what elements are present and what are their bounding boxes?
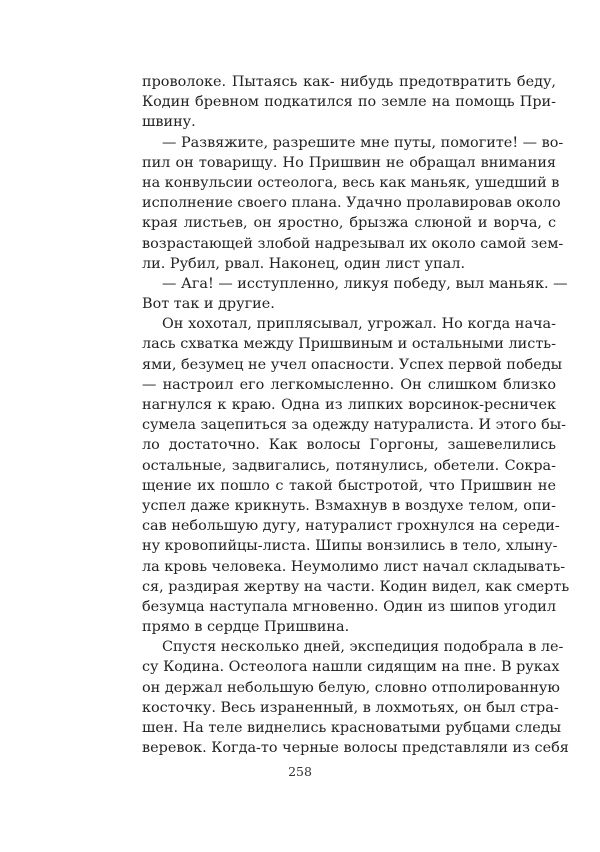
text-line: шен. На теле виднелись красноватыми рубцами следы bbox=[142, 720, 562, 736]
text-line: края листьев, он яростно, брызжа слюной и ворча, с bbox=[142, 215, 556, 232]
text-line: сумела зацепиться за одежду натуралиста. И этого бы- bbox=[142, 417, 567, 434]
text-line: ло достаточно. Как волосы Горгоны, зашевелились bbox=[142, 437, 556, 454]
text-line: — Развяжите, разрешите мне путы, помогите! — во- bbox=[162, 134, 564, 151]
text-line: веревок. Когда-то черные волосы представляли из себя bbox=[142, 740, 569, 757]
text-line: ся, раздирая жертву на части. Кодин видел, как смерть bbox=[142, 578, 570, 595]
text-line: нагнулся к краю. Одна из липких ворсинок-ресничек bbox=[142, 397, 556, 413]
text-line: он держал небольшую белую, словно отполированную bbox=[142, 679, 560, 696]
text-line: проволоке. Пытаясь как- нибудь предотвратить беду, bbox=[142, 74, 556, 90]
text-line: — настроил его легкомысленно. Он слишком близко bbox=[142, 376, 556, 393]
text-line: сав небольшую дугу, натуралист грохнулся на середи- bbox=[142, 518, 560, 535]
text-line: щение их пошло с такой быстротой, что Пришвин не bbox=[142, 477, 556, 494]
text-line: ями, безумец не учел опасности. Успех первой победы bbox=[142, 356, 563, 373]
text-line: Спустя несколько дней, экспедиция подобрала в ле- bbox=[162, 639, 564, 656]
text-line: су Кодина. Остеолога нашли сидящим на пне. В руках bbox=[142, 659, 560, 676]
text-line: лась схватка между Пришвиным и остальными листь- bbox=[142, 336, 556, 353]
text-line: возрастающей злобой надрезывал их около самой зем- bbox=[142, 235, 564, 252]
text-line: Вот так и другие. bbox=[142, 296, 275, 313]
page-number: 258 bbox=[288, 764, 312, 779]
text-line: прямо в сердце Пришвина. bbox=[142, 619, 350, 636]
text-line: Он хохотал, приплясывал, угрожал. Но когда нача- bbox=[162, 316, 556, 333]
text-line: остальные, задвигались, потянулись, обетели. Сокра- bbox=[142, 457, 556, 474]
text-line: ну кровопийцы-листа. Шипы вонзились в тело, хлыну- bbox=[142, 538, 558, 555]
text-line: косточку. Весь израненный, в лохмотьях, он был стра- bbox=[142, 699, 559, 716]
text-line: ли. Рубил, рвал. Наконец, один лист упал. bbox=[142, 255, 466, 272]
text-line: исполнение своего плана. Удачно пролавировав около bbox=[142, 195, 561, 212]
body-text bbox=[142, 72, 570, 758]
text-line: швину. bbox=[142, 114, 196, 131]
text-line: на конвульсии остеолога, весь как маньяк, ушедший в bbox=[142, 174, 560, 191]
text-line: безумца наступала мгновенно. Один из шипов угодил bbox=[142, 598, 556, 615]
text-line: — Ага! — исступленно, ликуя победу, выл маньяк. — bbox=[162, 275, 568, 292]
text-line: успел даже крикнуть. Взмахнув в воздухе телом, опи- bbox=[142, 497, 556, 514]
text-line: Кодин бревном подкатился по земле на помощь При- bbox=[142, 94, 556, 111]
text-line: ла кровь человека. Неумолимо лист начал складывать- bbox=[142, 558, 566, 575]
text-line: пил он товарищу. Но Пришвин не обращал внимания bbox=[142, 154, 556, 171]
